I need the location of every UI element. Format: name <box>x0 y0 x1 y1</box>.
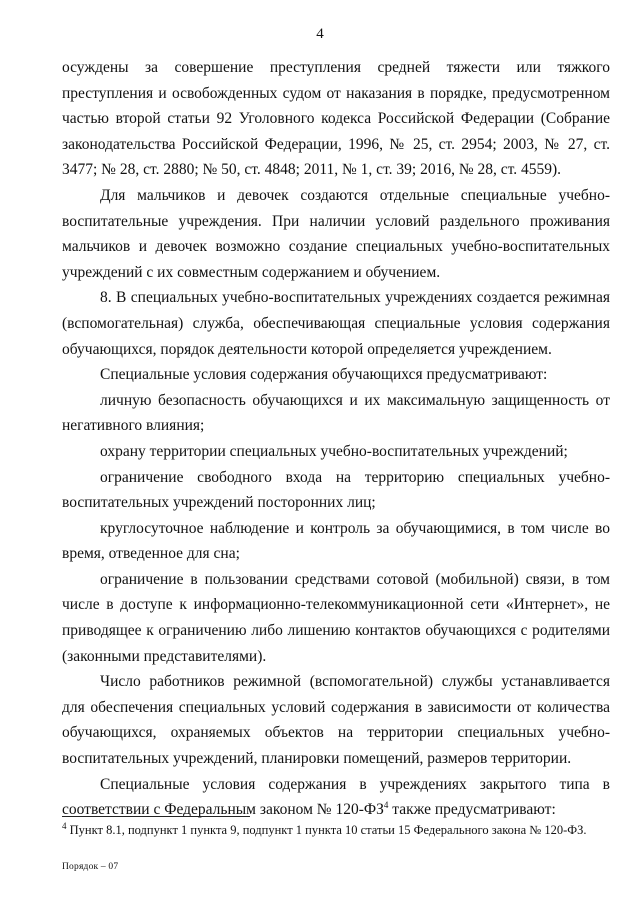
paragraph-text: Специальные условия содержания в учреждениях закрытого типа в соответствии с Федеральным законом № 120-ФЗ <box>62 775 610 819</box>
page-number: 4 <box>316 26 324 42</box>
document-code: Порядок – 07 <box>62 862 119 872</box>
footnote-marker: 4 <box>62 820 67 831</box>
paragraph: Специальные условия содержания обучающихся предусматривают: <box>100 366 548 384</box>
paragraph: личную безопасность обучающихся и их максимальную защищенность от негативного влияния; <box>62 391 610 435</box>
paragraph-text: также предусматривают: <box>388 801 556 819</box>
document-body <box>62 55 610 823</box>
paragraph: ограничение в пользовании средствами сотовой (мобильной) связи, в том числе в доступе к информационно-телекоммуникационной сети «Интернет», не приводящее к ограничению либо лишению контактов обучающихся с родителями (законными представителями). <box>62 570 610 665</box>
paragraph: Число работников режимной (вспомогательной) службы устанавливается для обеспечения специальных условий содержания в зависимости от количества обучающихся, охраняемых объектов на территории специальных учебно-воспитательных учреждений, планировки помещений, размеров территории. <box>62 673 610 768</box>
paragraph: охрану территории специальных учебно-воспитательных учреждений; <box>100 442 568 460</box>
footnote-reference[interactable]: 4 <box>383 800 389 811</box>
paragraph: круглосуточное наблюдение и контроль за обучающимися, в том числе во время, отведенное для сна; <box>62 519 610 563</box>
paragraph: ограничение свободного входа на территорию специальных учебно-воспитательных учреждений посторонних лиц; <box>62 468 610 512</box>
footnote <box>62 822 622 838</box>
paragraph: 8. В специальных учебно-воспитательных учреждениях создается режимная (вспомогательная) служба, обеспечивающая специальные условия содержания обучающихся, порядок деятельности которой определяется учреждением. <box>62 289 610 358</box>
footnote-divider <box>62 816 250 817</box>
footnote-text: Пункт 8.1, подпункт 1 пункта 9, подпункт 1 пункта 10 статьи 15 Федерального закона № 120-ФЗ. <box>66 823 587 837</box>
paragraph: Для мальчиков и девочек создаются отдельные специальные учебно-воспитательные учреждения. При наличии условий раздельного проживания мальчиков и девочек возможно создание специальных учебно-воспитательных учреждений с их совместным содержанием и обучением. <box>62 186 610 281</box>
paragraph: осуждены за совершение преступления средней тяжести или тяжкого преступления и освобожденных судом от наказания в порядке, предусмотренном частью второй статьи 92 Уголовного кодекса Российской Федерации (Собрание законодательства Российской Федерации, 1996, № 25, ст. 2954; 2003, № 27, ст. 3477; № 28, ст. 2880; № 50, ст. 4848; 2011, № 1, ст. 39; 2016, № 28, ст. 4559). <box>62 59 610 179</box>
